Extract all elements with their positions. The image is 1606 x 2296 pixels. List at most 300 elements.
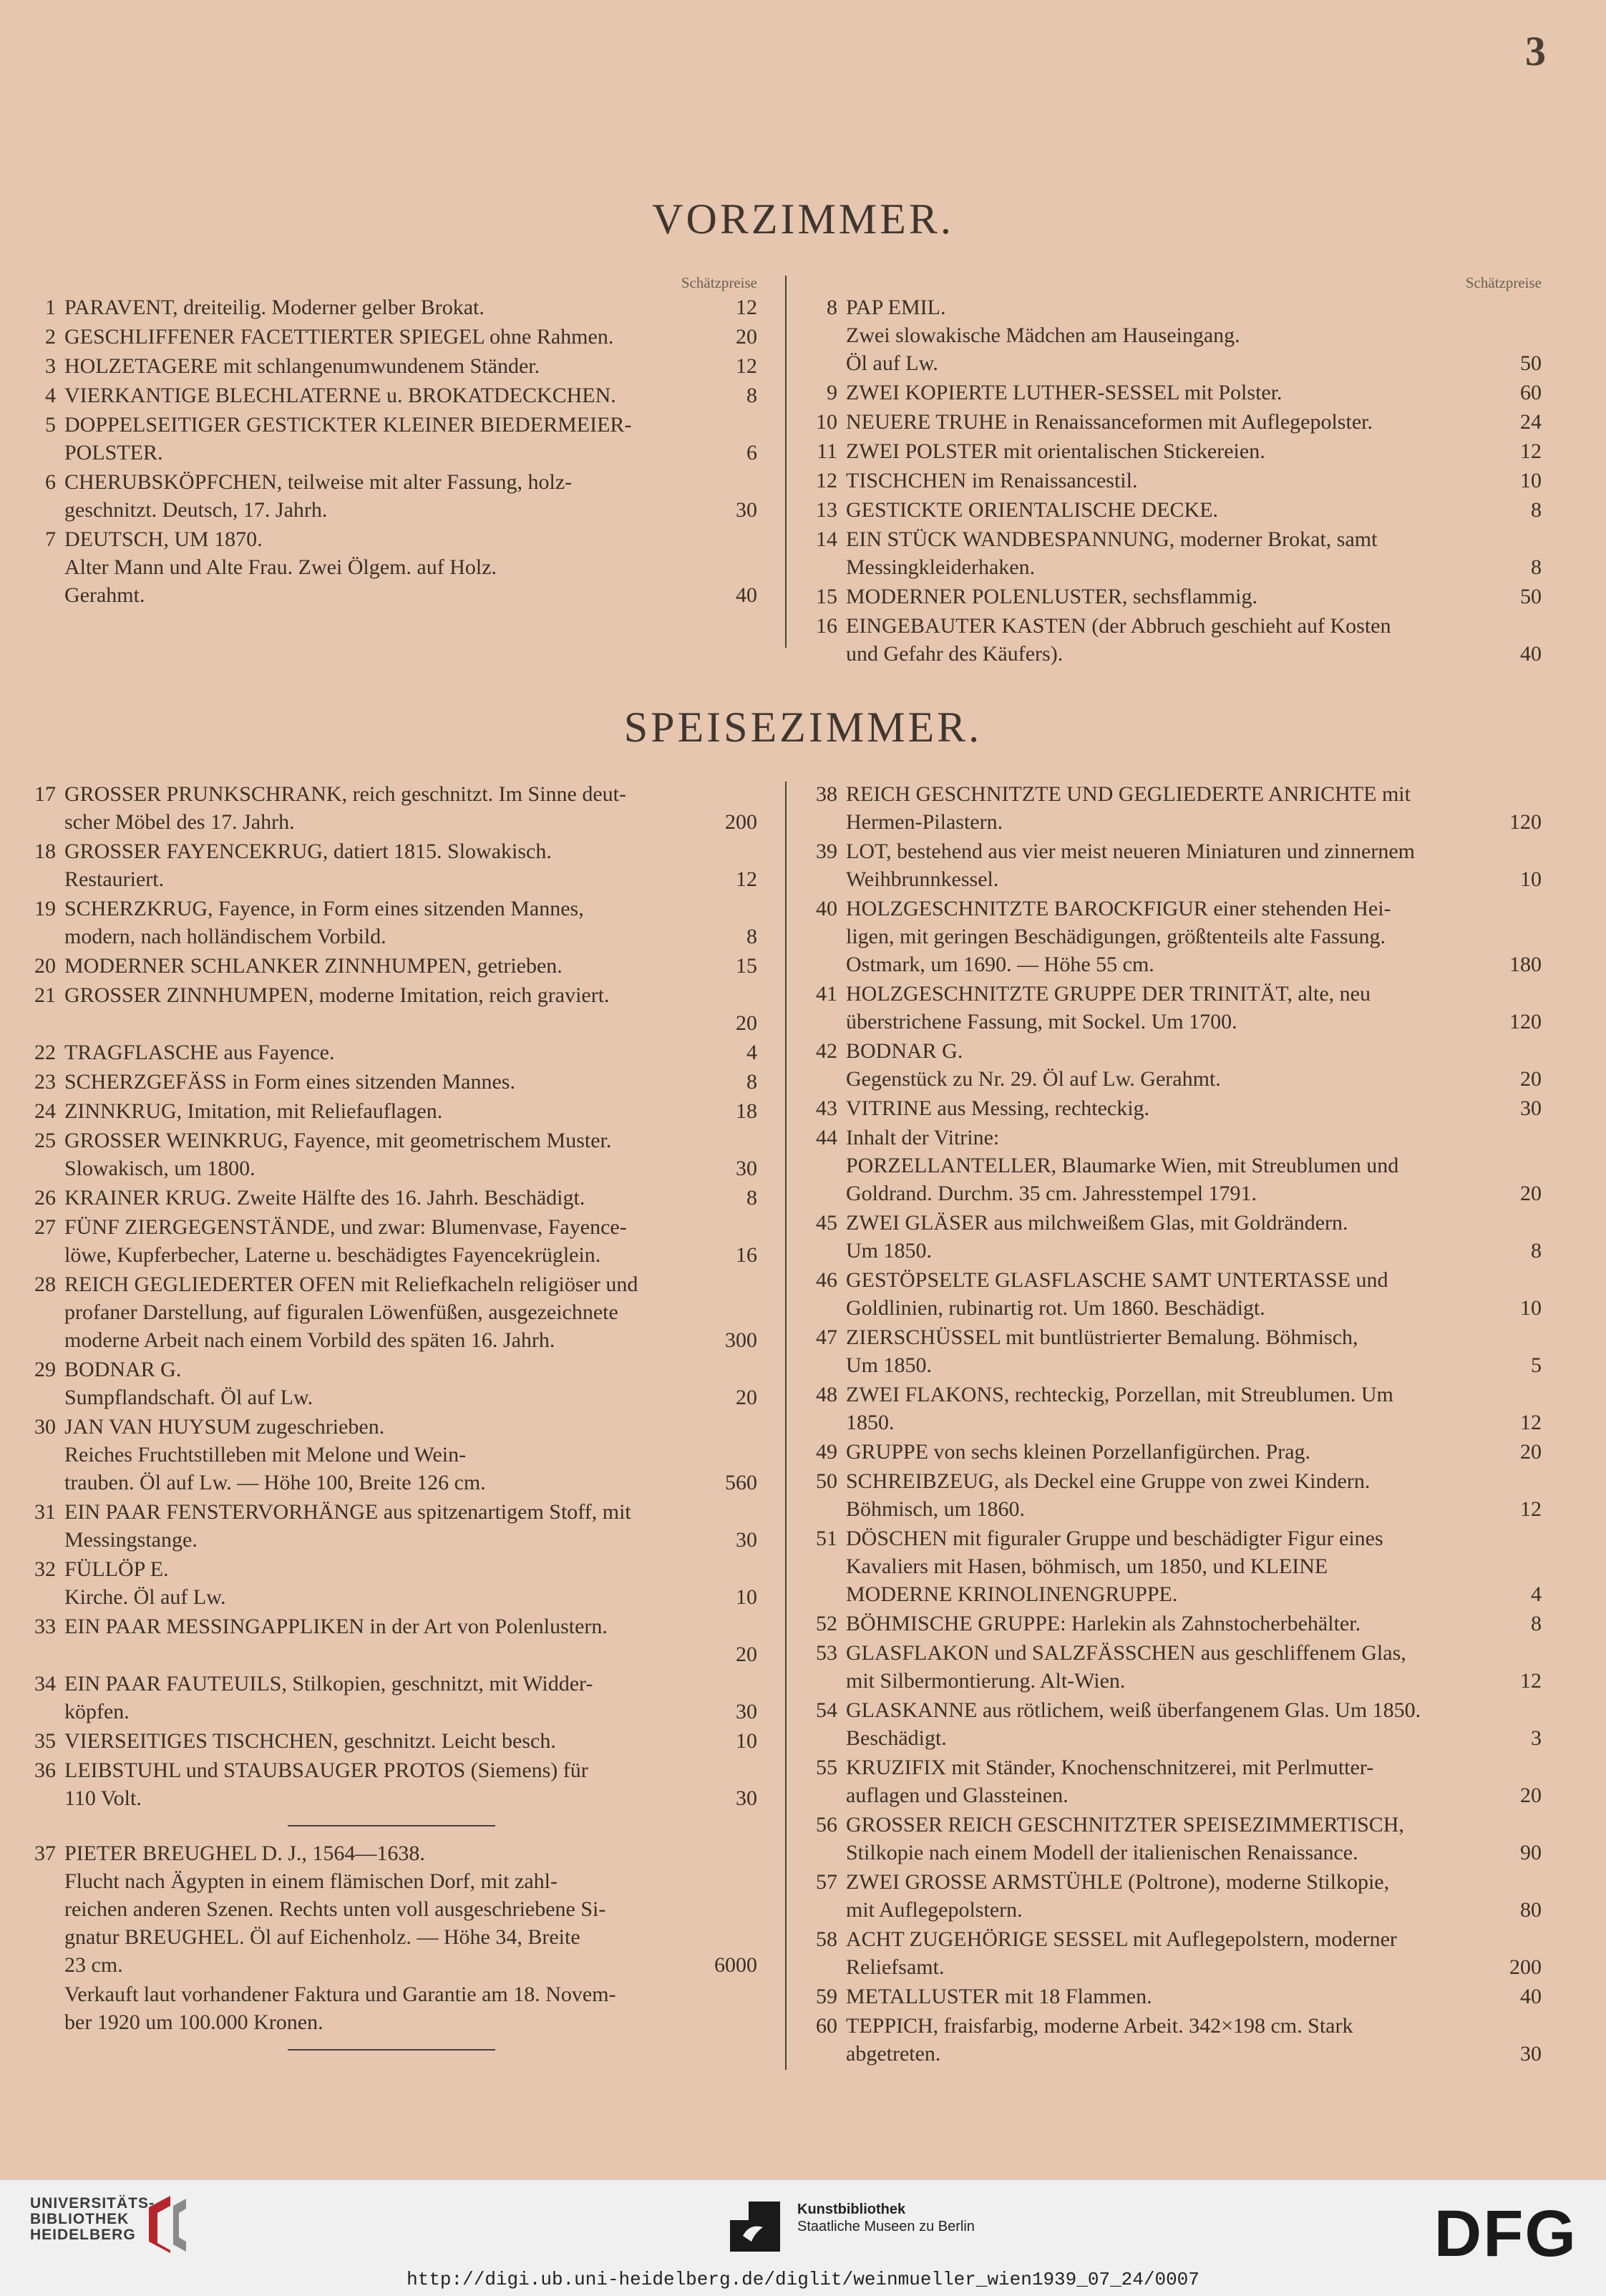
entry-description xyxy=(846,1580,1542,1608)
entry-description xyxy=(64,865,757,893)
entry-description xyxy=(64,1326,757,1354)
estimate-price: 12 xyxy=(736,296,757,319)
entry-title xyxy=(846,525,1542,553)
entry-text: Sumpflandschaft. Öl auf Lw. xyxy=(64,1386,313,1409)
entry-number: 58 xyxy=(816,1927,837,1951)
entry-title xyxy=(846,1696,1542,1724)
catalog-entry xyxy=(26,780,757,836)
estimate-price: 15 xyxy=(736,954,757,978)
entry-description xyxy=(846,1781,1542,1809)
entry-text: ZWEI GROSSE ARMSTÜHLE (Poltrone), moderne Stilkopie, xyxy=(846,1870,1390,1894)
estimate-price: 20 xyxy=(1520,1182,1542,1205)
entry-number: 57 xyxy=(816,1870,837,1894)
entry-description xyxy=(64,1526,757,1554)
entry-title xyxy=(64,1498,757,1526)
entry-text: ZWEI KOPIERTE LUTHER-SESSEL mit Polster. xyxy=(846,381,1283,404)
entry-number: 37 xyxy=(34,1842,56,1865)
entry-text: modern, nach holländischem Vorbild. xyxy=(64,925,386,948)
entry-text: ZWEI GLÄSER aus milchweißem Glas, mit Goldrändern. xyxy=(846,1211,1348,1235)
catalog-entry xyxy=(26,1097,757,1125)
estimate-price: 12 xyxy=(1520,439,1542,463)
entry-description xyxy=(64,1241,757,1269)
entry-text: auflagen und Glassteinen. xyxy=(846,1784,1069,1807)
estimate-price: 8 xyxy=(746,1186,757,1210)
entry-title xyxy=(64,1413,757,1441)
entry-text: GLASKANNE aus rötlichem, weiß überfangenem Glas. Um 1850. xyxy=(846,1698,1421,1722)
entry-text: ZWEI POLSTER mit orientalischen Stickereien. xyxy=(846,439,1265,463)
separator-rule xyxy=(288,1825,495,1826)
estimate-price: 8 xyxy=(1531,1612,1542,1635)
estimate-price: 12 xyxy=(1520,1669,1542,1693)
source-url[interactable]: http://digi.ub.uni-heidelberg.de/diglit/weinmueller_wien1939_07_24/0007 xyxy=(407,2269,1199,2290)
entry-number: 20 xyxy=(34,954,56,978)
entry-title xyxy=(64,352,757,380)
entry-title xyxy=(64,468,757,496)
entry-text: Um 1850. xyxy=(846,1239,932,1263)
entry-description xyxy=(846,1552,1542,1580)
entry-number: 3 xyxy=(45,354,56,378)
kunstbibliothek-logo xyxy=(730,2202,975,2255)
entry-description xyxy=(846,321,1542,349)
entry-title xyxy=(64,1127,757,1154)
entry-text: Um 1850. xyxy=(846,1353,932,1377)
entry-text: DEUTSCH, UM 1870. xyxy=(64,527,263,551)
entry-title xyxy=(846,980,1542,1008)
catalog-entry xyxy=(26,411,757,467)
catalog-entry xyxy=(807,1868,1542,1924)
catalog-entry xyxy=(26,323,757,351)
estimate-price: 200 xyxy=(725,810,757,834)
estimate-price: 30 xyxy=(736,1528,757,1552)
estimate-price: 30 xyxy=(736,1157,757,1180)
estimate-price: 20 xyxy=(736,325,757,349)
entry-text: GESTICKTE ORIENTALISCHE DECKE. xyxy=(846,498,1219,522)
entry-title xyxy=(846,1438,1542,1466)
catalog-entry xyxy=(807,437,1542,465)
catalog-entry xyxy=(807,1094,1542,1122)
entry-text: MODERNER POLENLUSTER, sechsflammig. xyxy=(846,585,1257,608)
entry-description xyxy=(846,1351,1542,1379)
entry-number: 38 xyxy=(816,782,837,806)
entry-text: Hermen-Pilastern. xyxy=(846,810,1003,834)
entry-description xyxy=(846,1294,1542,1322)
estimate-price: 40 xyxy=(736,583,757,607)
entry-number: 25 xyxy=(34,1129,56,1152)
footer-bar xyxy=(0,2179,1606,2296)
catalog-entry xyxy=(807,525,1542,581)
entry-description xyxy=(846,349,1542,377)
estimate-price: 18 xyxy=(736,1099,757,1123)
entry-description xyxy=(846,1896,1542,1924)
catalog-entry xyxy=(26,1756,757,1812)
catalog-entry xyxy=(26,1670,757,1726)
entry-text: KRAINER KRUG. Zweite Hälfte des 16. Jahrh. Beschädigt. xyxy=(64,1186,585,1210)
estimate-price: 6000 xyxy=(714,1953,757,1977)
entry-text: SCHERZGEFÄSS in Form eines sitzenden Mannes. xyxy=(64,1070,515,1094)
entry-text: GRUPPE von sechs kleinen Porzellanfigürchen. Prag. xyxy=(846,1440,1311,1464)
catalog-entry xyxy=(26,525,757,609)
entry-text: GROSSER FAYENCEKRUG, datiert 1815. Slowakisch. xyxy=(64,840,552,863)
entry-text: MODERNER SCHLANKER ZINNHUMPEN, getrieben. xyxy=(64,954,563,978)
catalog-entry xyxy=(26,1839,757,1979)
entry-description xyxy=(846,1667,1542,1695)
entry-title xyxy=(846,1323,1542,1351)
entry-text: Messingstange. xyxy=(64,1528,198,1552)
entry-text: POLSTER. xyxy=(64,441,163,464)
entry-text: LEIBSTUHL und STAUBSAUGER PROTOS (Siemens) für xyxy=(64,1759,588,1782)
entry-number: 39 xyxy=(816,840,837,863)
catalog-entry xyxy=(807,379,1542,407)
entry-text: BÖHMISCHE GRUPPE: Harlekin als Zahnstocherbehälter. xyxy=(846,1612,1361,1635)
catalog-entry xyxy=(807,1124,1542,1207)
entry-description xyxy=(846,808,1542,836)
entry-text: HOLZGESCHNITZTE GRUPPE DER TRINITÄT, alte, neu xyxy=(846,982,1371,1006)
column-divider xyxy=(785,276,787,648)
kunstbibliothek-icon xyxy=(730,2202,780,2252)
entry-text: Slowakisch, um 1800. xyxy=(64,1157,256,1180)
entry-description xyxy=(846,923,1542,950)
estimate-price: 20 xyxy=(736,1643,757,1666)
entry-number: 7 xyxy=(45,527,56,551)
entry-text: EIN PAAR FAUTEUILS, Stilkopien, geschnitzt, mit Widder- xyxy=(64,1672,593,1696)
entry-title xyxy=(64,525,757,553)
section-title-speisezimmer: SPEISEZIMMER. xyxy=(623,704,983,751)
entry-description xyxy=(64,1784,757,1812)
entry-text: CHERUBSKÖPFCHEN, teilweise mit alter Fassung, holz- xyxy=(64,470,573,494)
entry-title xyxy=(846,293,1542,321)
estimate-price: 50 xyxy=(1520,351,1542,375)
estimate-price: 20 xyxy=(1520,1440,1542,1464)
catalog-entry xyxy=(807,1524,1542,1608)
entry-title xyxy=(64,1184,757,1212)
estimate-price: 12 xyxy=(736,867,757,891)
entry-text: NEUERE TRUHE in Renaissanceformen mit Auflegepolster. xyxy=(846,410,1373,434)
entry-text: abgetreten. xyxy=(846,2042,941,2066)
entry-text: EINGEBAUTER KASTEN (der Abbruch geschieht auf Kosten xyxy=(846,614,1391,638)
entry-title xyxy=(846,1868,1542,1896)
entry-number: 45 xyxy=(816,1211,837,1235)
entry-description xyxy=(846,1065,1542,1093)
estimate-price: 8 xyxy=(746,925,757,948)
entry-title xyxy=(64,1612,757,1640)
entry-text: EIN PAAR FENSTERVORHÄNGE aus spitzenartigem Stoff, mit xyxy=(64,1500,631,1524)
entry-title xyxy=(64,780,757,808)
estimate-price: 120 xyxy=(1509,810,1542,834)
entry-title xyxy=(846,612,1542,640)
catalog-entry xyxy=(807,2012,1542,2068)
entry-description xyxy=(846,865,1542,893)
catalog-entry xyxy=(807,980,1542,1036)
estimate-price: 8 xyxy=(1531,555,1542,579)
estimate-price: 300 xyxy=(725,1328,757,1352)
entry-number: 48 xyxy=(816,1383,837,1406)
entry-text: SCHREIBZEUG, als Deckel eine Gruppe von zwei Kindern. xyxy=(846,1469,1371,1493)
entry-number: 12 xyxy=(816,469,837,492)
entry-number: 53 xyxy=(816,1641,837,1665)
entry-number: 55 xyxy=(816,1756,837,1779)
estimate-price: 3 xyxy=(1531,1726,1542,1750)
entry-text: TEPPICH, fraisfarbig, moderne Arbeit. 342×198 cm. Stark xyxy=(846,2014,1353,2038)
entry-number: 40 xyxy=(816,897,837,920)
entry-number: 29 xyxy=(34,1358,56,1381)
entry-text: PORZELLANTELLER, Blaumarke Wien, mit Streublumen und xyxy=(846,1154,1399,1177)
estimate-price: 4 xyxy=(1531,1582,1542,1606)
entry-description xyxy=(846,553,1542,581)
entry-text: gnatur BREUGHEL. Öl auf Eichenholz. — Höhe 34, Breite xyxy=(64,1925,580,1949)
catalog-entry xyxy=(807,1925,1542,1981)
estimate-price: 30 xyxy=(1520,2042,1542,2066)
entry-number: 2 xyxy=(45,325,56,349)
kunstbibliothek-subtitle: Staatliche Museen zu Berlin xyxy=(797,2219,975,2234)
estimate-price: 8 xyxy=(746,1070,757,1094)
estimate-price: 8 xyxy=(1531,498,1542,522)
dfg-logo: DFG xyxy=(1434,2197,1577,2270)
entry-title xyxy=(846,408,1542,436)
catalog-entry xyxy=(807,408,1542,436)
entry-text: ZINNKRUG, Imitation, mit Reliefauflagen. xyxy=(64,1099,443,1123)
entry-text: Restauriert. xyxy=(64,867,165,891)
entry-text: Böhmisch, um 1860. xyxy=(846,1497,1026,1521)
entry-text: GESCHLIFFENER FACETTIERTER SPIEGEL ohne Rahmen. xyxy=(64,325,614,349)
entry-title xyxy=(64,952,757,980)
entry-title xyxy=(846,1381,1542,1409)
entry-number: 18 xyxy=(34,840,56,863)
entry-number: 51 xyxy=(816,1527,837,1550)
entry-text: ligen, mit geringen Beschädigungen, größtenteils alte Fassung. xyxy=(846,925,1386,948)
entry-title xyxy=(846,780,1542,808)
entry-title xyxy=(846,496,1542,524)
catalog-entry xyxy=(26,1038,757,1066)
entry-text: Gegenstück zu Nr. 29. Öl auf Lw. Gerahmt. xyxy=(846,1067,1221,1091)
entry-text: DÖSCHEN mit figuraler Gruppe und beschädigter Figur eines xyxy=(846,1527,1383,1550)
catalog-entry xyxy=(807,496,1542,524)
entry-title xyxy=(846,2012,1542,2040)
entry-title xyxy=(846,1266,1542,1294)
entry-title xyxy=(846,1094,1542,1122)
catalog-entry xyxy=(807,780,1542,836)
entry-title xyxy=(64,411,757,439)
entry-text: HOLZETAGERE mit schlangenumwundenem Ständer. xyxy=(64,354,540,378)
estimate-price: 90 xyxy=(1520,1841,1542,1864)
entry-text: scher Möbel des 17. Jahrh. xyxy=(64,810,295,834)
estimate-price: 10 xyxy=(736,1729,757,1753)
catalog-entry xyxy=(26,1184,757,1212)
price-column-header: Schätzpreise xyxy=(681,274,757,291)
entry-title xyxy=(64,1727,757,1755)
catalog-entry xyxy=(26,352,757,380)
entry-description xyxy=(846,1953,1542,1981)
estimate-price: 120 xyxy=(1509,1010,1542,1033)
entry-text: Weihbrunnkessel. xyxy=(846,867,999,891)
entry-text: Öl auf Lw. xyxy=(846,351,938,375)
entry-text: METALLUSTER mit 18 Flammen. xyxy=(846,1985,1152,2008)
catalog-entry xyxy=(807,1037,1542,1093)
entry-title xyxy=(64,1839,757,1867)
estimate-price: 30 xyxy=(736,1700,757,1723)
entry-description xyxy=(64,1469,757,1497)
entry-description xyxy=(64,1923,757,1951)
entry-title xyxy=(846,1925,1542,1953)
entry-text: Alter Mann und Alte Frau. Zwei Ölgem. auf Holz. xyxy=(64,555,497,579)
entry-number: 8 xyxy=(827,296,837,319)
entry-title xyxy=(846,1467,1542,1495)
entry-title xyxy=(846,1037,1542,1065)
estimate-price: 50 xyxy=(1520,585,1542,608)
entry-title xyxy=(846,837,1542,865)
entry-text: mit Silbermontierung. Alt-Wien. xyxy=(846,1669,1126,1693)
estimate-price: 12 xyxy=(1520,1411,1542,1434)
catalog-entry xyxy=(26,1213,757,1269)
entry-title xyxy=(846,379,1542,407)
catalog-entry xyxy=(26,1555,757,1611)
estimate-price: 10 xyxy=(1520,469,1542,492)
entry-number: 24 xyxy=(34,1099,56,1123)
entry-number: 15 xyxy=(816,585,837,608)
entry-description xyxy=(64,1583,757,1611)
entry-title xyxy=(846,583,1542,611)
entry-number: 16 xyxy=(816,614,837,638)
entry-text: BODNAR G. xyxy=(64,1358,182,1381)
catalog-entry xyxy=(26,1356,757,1411)
entry-text: Kirche. Öl auf Lw. xyxy=(64,1585,226,1609)
entry-title xyxy=(64,1068,757,1096)
catalog-entry xyxy=(807,1639,1542,1695)
entry-description xyxy=(64,1640,757,1668)
entry-title xyxy=(846,895,1542,923)
estimate-price: 10 xyxy=(736,1585,757,1609)
entry-text: VITRINE aus Messing, rechteckig. xyxy=(846,1096,1150,1120)
entry-text: BODNAR G. xyxy=(846,1039,963,1063)
vorzimmer-right-column xyxy=(807,272,1542,669)
closing-rule xyxy=(288,2049,495,2051)
entry-number: 21 xyxy=(34,983,56,1007)
entry-title xyxy=(64,293,757,321)
entry-text: reichen anderen Szenen. Rechts unten voll ausgeschriebene Si- xyxy=(64,1897,606,1921)
entry-text: trauben. Öl auf Lw. — Höhe 100, Breite 126 cm. xyxy=(64,1471,486,1494)
entry-text: EIN PAAR MESSINGAPPLIKEN in der Art von Polenlustern. xyxy=(64,1615,608,1638)
entry-title xyxy=(64,1097,757,1125)
entry-title xyxy=(846,1983,1542,2010)
entry-text: mit Auflegepolstern. xyxy=(846,1898,1023,1922)
entry-number: 6 xyxy=(45,470,56,494)
catalog-entry xyxy=(807,293,1542,377)
entry-text: PARAVENT, dreiteilig. Moderner gelber Brokat. xyxy=(64,296,485,319)
entry-text: Inhalt der Vitrine: xyxy=(846,1126,1000,1149)
entry-description xyxy=(846,950,1542,978)
entry-title xyxy=(846,1209,1542,1237)
entry-title xyxy=(64,1213,757,1241)
entry-number: 28 xyxy=(34,1273,56,1296)
entry-number: 59 xyxy=(816,1985,837,2008)
estimate-price: 12 xyxy=(736,354,757,378)
entry-number: 10 xyxy=(816,410,837,434)
heidelberg-logo-icon xyxy=(142,2193,192,2254)
entry-description xyxy=(64,1951,757,1979)
catalog-entry xyxy=(26,981,757,1037)
entry-description xyxy=(64,1383,757,1411)
entry-description xyxy=(846,1179,1542,1207)
estimate-price: 20 xyxy=(736,1386,757,1409)
entry-description xyxy=(64,923,757,950)
entry-number: 4 xyxy=(45,384,56,407)
entry-list xyxy=(807,780,1542,2068)
entry-text: Flucht nach Ägypten in einem flämischen Dorf, mit zahl- xyxy=(64,1869,558,1893)
entry-text: Reliefsamt. xyxy=(846,1955,945,1979)
entry-description xyxy=(64,496,757,524)
entry-text: geschnitzt. Deutsch, 17. Jahrh. xyxy=(64,498,328,522)
entry-number: 9 xyxy=(827,381,837,404)
entry-number: 52 xyxy=(816,1612,837,1635)
entry-text: REICH GESCHNITZTE UND GEGLIEDERTE ANRICHTE mit xyxy=(846,782,1411,806)
entry-number: 31 xyxy=(34,1500,56,1524)
entry-description xyxy=(846,1152,1542,1179)
entry-text: und Gefahr des Käufers). xyxy=(846,642,1064,666)
entry-text: VIERKANTIGE BLECHLATERNE u. BROKATDECKCHEN. xyxy=(64,384,616,407)
catalog-entry xyxy=(26,1413,757,1497)
entry-number: 43 xyxy=(816,1096,837,1120)
catalog-entry xyxy=(807,1811,1542,1867)
entry-text: TRAGFLASCHE aus Fayence. xyxy=(64,1041,335,1064)
entry-text: profaner Darstellung, auf figuralen Löwenfüßen, ausgezeichnete xyxy=(64,1300,618,1324)
entry-text: Ostmark, um 1690. — Höhe 55 cm. xyxy=(846,953,1154,976)
entry-number: 11 xyxy=(817,439,837,463)
catalog-entry xyxy=(807,895,1542,978)
entry-text: GROSSER ZINNHUMPEN, moderne Imitation, reich graviert. xyxy=(64,983,610,1007)
catalog-entry xyxy=(807,1610,1542,1638)
catalog-entry xyxy=(807,1209,1542,1265)
entry-number: 17 xyxy=(34,782,56,806)
entry-title xyxy=(64,1670,757,1698)
entry-number: 1 xyxy=(45,296,56,319)
entry-text: köpfen. xyxy=(64,1700,130,1723)
entry-text: JAN VAN HUYSUM zugeschrieben. xyxy=(64,1415,385,1439)
catalog-entry xyxy=(807,837,1542,893)
entry-text: PIETER BREUGHEL D. J., 1564—1638. xyxy=(64,1842,425,1865)
entry-number: 23 xyxy=(34,1070,56,1094)
entry-title xyxy=(64,381,757,409)
entry-text: GLASFLAKON und SALZFÄSSCHEN aus geschliffenem Glas, xyxy=(846,1641,1406,1665)
catalog-entry xyxy=(26,837,757,893)
estimate-price: 20 xyxy=(736,1011,757,1035)
price-column-header: Schätzpreise xyxy=(1465,274,1542,291)
entry-description xyxy=(846,1839,1542,1867)
catalog-entry xyxy=(26,1270,757,1354)
entry-number: 49 xyxy=(816,1440,837,1464)
entry-text: HOLZGESCHNITZTE BAROCKFIGUR einer stehenden Hei- xyxy=(846,897,1391,920)
entry-title xyxy=(846,437,1542,465)
entry-list xyxy=(26,293,757,609)
entry-title xyxy=(64,1356,757,1383)
entry-description xyxy=(846,1495,1542,1523)
entry-description xyxy=(64,439,757,467)
page-number: 3 xyxy=(1525,28,1546,74)
estimate-price: 16 xyxy=(736,1243,757,1267)
entry-number: 27 xyxy=(34,1215,56,1239)
university-library-heidelberg-label xyxy=(30,2196,155,2243)
entry-description xyxy=(64,1867,757,1895)
sale-note-line: Verkauft laut vorhandener Faktura und Garantie am 18. Novem- xyxy=(64,1983,616,2006)
entry-text: Kavaliers mit Hasen, böhmisch, um 1850, und KLEINE xyxy=(846,1555,1328,1578)
catalog-entry xyxy=(26,381,757,409)
entry-number: 13 xyxy=(816,498,837,522)
entry-number: 42 xyxy=(816,1039,837,1063)
entry-number: 46 xyxy=(816,1268,837,1292)
entry-title xyxy=(846,1610,1542,1638)
catalog-entry xyxy=(807,1696,1542,1752)
entry-text: GROSSER WEINKRUG, Fayence, mit geometrischem Muster. xyxy=(64,1129,612,1152)
entry-number: 44 xyxy=(816,1126,837,1149)
entry-text: ZWEI FLAKONS, rechteckig, Porzellan, mit Streublumen. Um xyxy=(846,1383,1393,1406)
